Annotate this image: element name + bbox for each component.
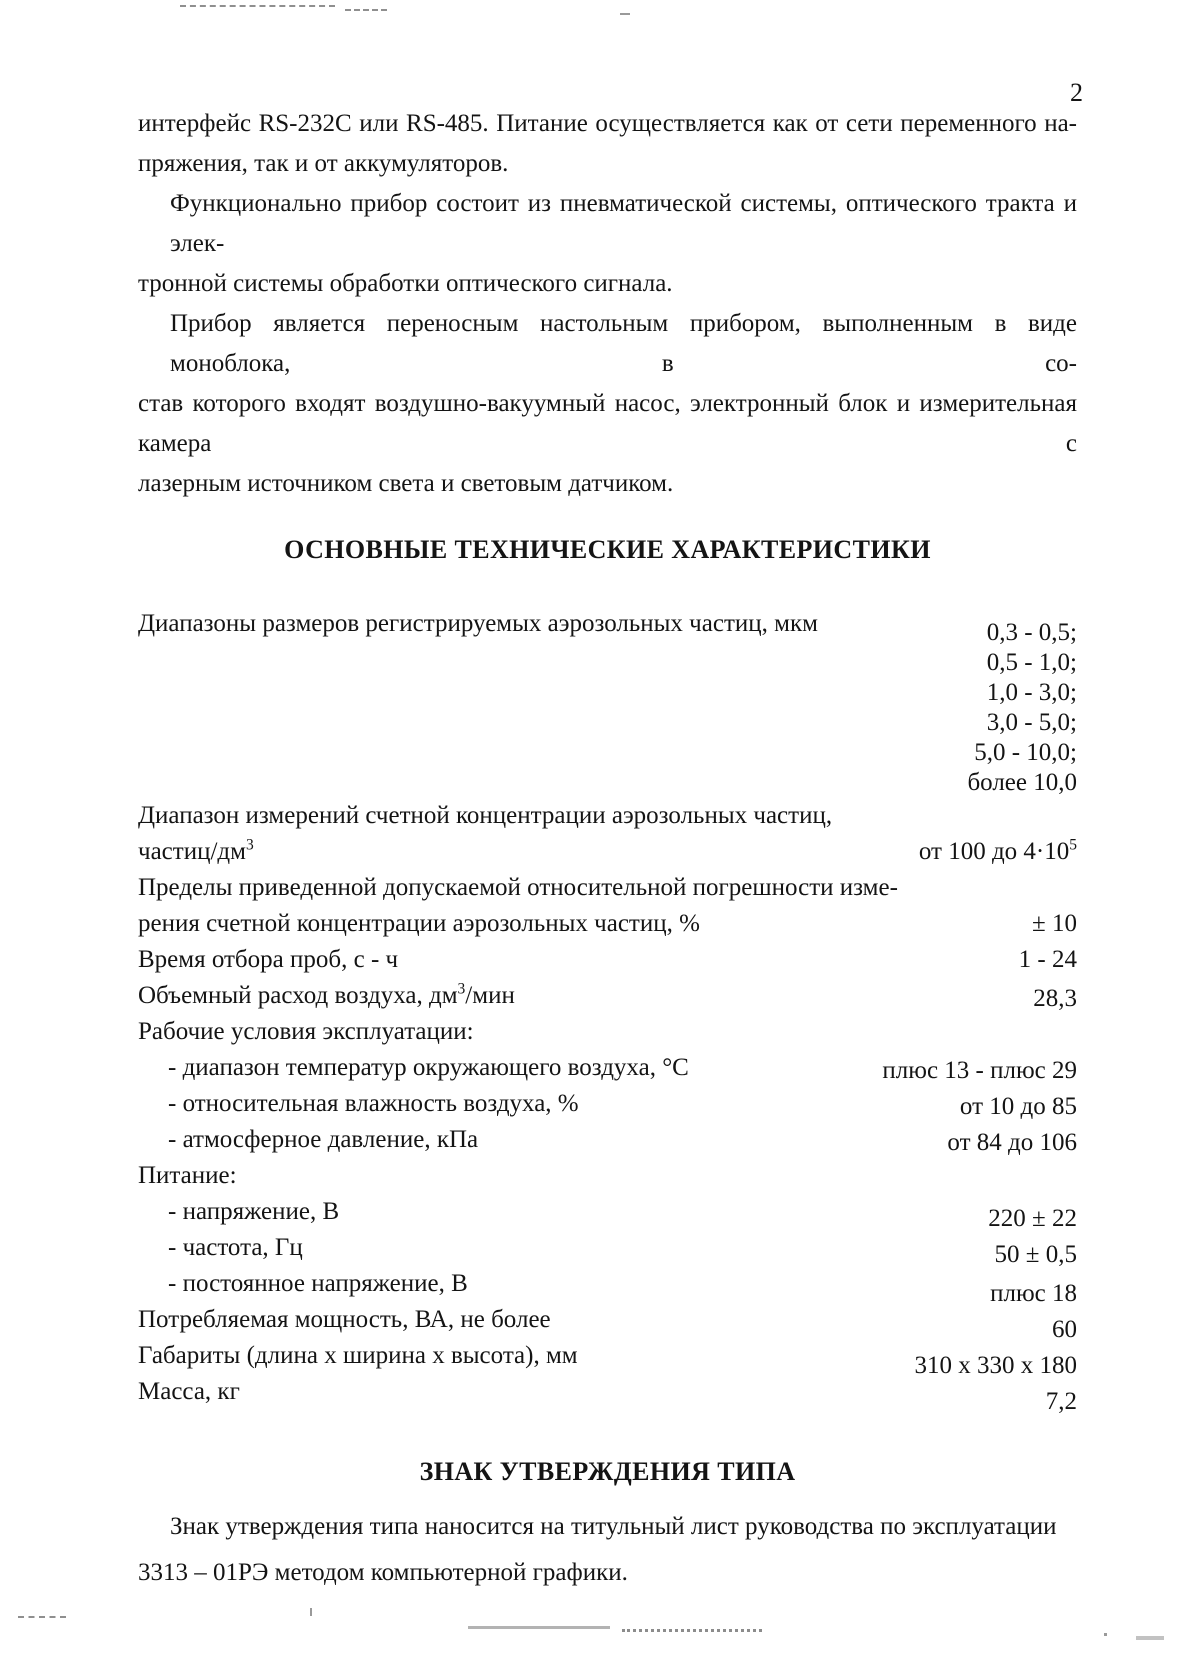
page-number: 2 xyxy=(1070,78,1083,107)
spec-row xyxy=(138,1338,1077,1379)
paragraph-functional xyxy=(138,184,1077,304)
spec-value: 220 ± 22 xyxy=(988,1205,1077,1232)
spec-label: Габариты (длина х ширина х высота), мм xyxy=(138,1342,578,1369)
paragraph-line: Функционально прибор состоит из пневматической системы, оптического тракта и элек- xyxy=(170,190,1077,257)
spec-row xyxy=(138,870,1077,942)
spec-row xyxy=(138,978,1077,1014)
spec-label: Питание: xyxy=(138,1162,237,1189)
spec-value: 0,3 - 0,5; 0,5 - 1,0; 1,0 - 3,0; 3,0 - 5,0; 5,0 - 10,0; более 10,0 xyxy=(967,619,1077,796)
scan-artifact-bottom-tick xyxy=(310,1608,312,1616)
spec-label: Рабочие условия эксплуатации: xyxy=(138,1018,474,1045)
scan-artifact-bottom-right xyxy=(1136,1636,1164,1640)
spec-row xyxy=(138,1086,1077,1122)
spec-value: плюс 18 xyxy=(990,1280,1077,1307)
paragraph-line: Знак утверждения типа наносится на титульный лист руководства по эксплуатации xyxy=(170,1513,1057,1540)
paragraph-line: интерфейс RS-232C или RS-485. Питание осуществляется как от сети переменного на- xyxy=(138,110,1077,137)
spec-label: Потребляемая мощность, ВА, не более xyxy=(138,1306,551,1333)
paragraph-device xyxy=(138,304,1077,504)
spec-label: Диапазоны размеров регистрируемых аэрозольных частиц, мкм xyxy=(138,610,818,637)
paragraph-line: 3313 – 01РЭ методом компьютерной графики. xyxy=(138,1559,628,1586)
spec-row xyxy=(138,1014,1077,1050)
spec-label: - относительная влажность воздуха, % xyxy=(168,1090,579,1117)
spec-label: - постоянное напряжение, В xyxy=(168,1270,468,1297)
section-title-specs: ОСНОВНЫЕ ТЕХНИЧЕСКИЕ ХАРАКТЕРИСТИКИ xyxy=(284,535,931,564)
spec-label: - частота, Гц xyxy=(168,1234,303,1261)
scan-artifact-top-mid xyxy=(345,9,387,11)
paragraph-line: тронной системы обработки оптического сигнала. xyxy=(138,270,673,297)
spec-value: от 100 до $4\cdot 10^5$ xyxy=(918,836,1077,865)
spec-row xyxy=(138,606,1077,798)
spec-row xyxy=(138,942,1077,978)
paragraph-approval xyxy=(138,1504,1077,1596)
section-title-approval: ЗНАК УТВЕРЖДЕНИЯ ТИПА xyxy=(419,1457,796,1486)
spec-value: 28,3 xyxy=(1033,985,1077,1012)
spec-row xyxy=(138,1194,1077,1230)
paragraph-line: став которого входят воздушно-вакуумный насос, электронный блок и измерительная камера с xyxy=(138,390,1077,457)
paragraph-line: пряжения, так и от аккумуляторов. xyxy=(138,150,509,177)
spec-value: 60 xyxy=(1052,1316,1077,1343)
spec-row xyxy=(138,1302,1077,1343)
paragraph-line: Прибор является переносным настольным прибором, выполненным в виде моноблока, в со- xyxy=(170,310,1077,377)
spec-value: 1 - 24 xyxy=(1018,946,1077,973)
spec-label: Диапазон измерений счетной концентрации аэрозольных частиц, частиц/$дм^3$ xyxy=(138,802,833,865)
specs-table xyxy=(138,606,1077,1415)
spec-row xyxy=(138,798,1077,870)
spec-label: - атмосферное давление, кПа xyxy=(168,1126,479,1153)
spec-value: плюс 13 - плюс 29 xyxy=(882,1057,1077,1084)
spec-label: - диапазон температур окружающего воздуха, °С xyxy=(168,1054,689,1081)
scan-artifact-bottom-left xyxy=(18,1616,66,1618)
spec-value: от 84 до 106 xyxy=(947,1129,1077,1156)
spec-label: Объемный расход воздуха, $дм^3$/мин xyxy=(138,980,515,1009)
scan-artifact-bottom-dots xyxy=(622,1629,762,1632)
spec-label: Пределы приведенной допускаемой относительной погрешности изме- рения счетной концентрации аэрозольных частиц, % xyxy=(138,874,898,937)
spec-label: Масса, кг xyxy=(138,1378,240,1405)
spec-row xyxy=(138,1122,1077,1158)
spec-row xyxy=(138,1230,1077,1266)
paragraph-line: лазерным источником света и световым датчиком. xyxy=(138,470,674,497)
scan-artifact-bottom-dot xyxy=(1104,1633,1107,1636)
spec-row xyxy=(138,1050,1077,1086)
spec-row xyxy=(138,1266,1077,1307)
scan-artifact-bottom-line xyxy=(468,1626,610,1629)
spec-value: 50 ± 0,5 xyxy=(994,1241,1077,1268)
spec-label: - напряжение, В xyxy=(168,1198,340,1225)
scan-artifact-top-left xyxy=(180,5,335,7)
spec-value: 7,2 xyxy=(1045,1388,1077,1415)
document-content xyxy=(138,104,1077,1596)
spec-row xyxy=(138,1158,1077,1194)
spec-value: ± 10 xyxy=(1032,910,1077,937)
spec-value: от 10 до 85 xyxy=(959,1093,1077,1120)
paragraph-interface xyxy=(138,104,1077,184)
scan-artifact-top-right xyxy=(620,13,630,15)
spec-value: 310 х 330 х 180 xyxy=(914,1352,1077,1379)
spec-label: Время отбора проб, с - ч xyxy=(138,946,399,973)
